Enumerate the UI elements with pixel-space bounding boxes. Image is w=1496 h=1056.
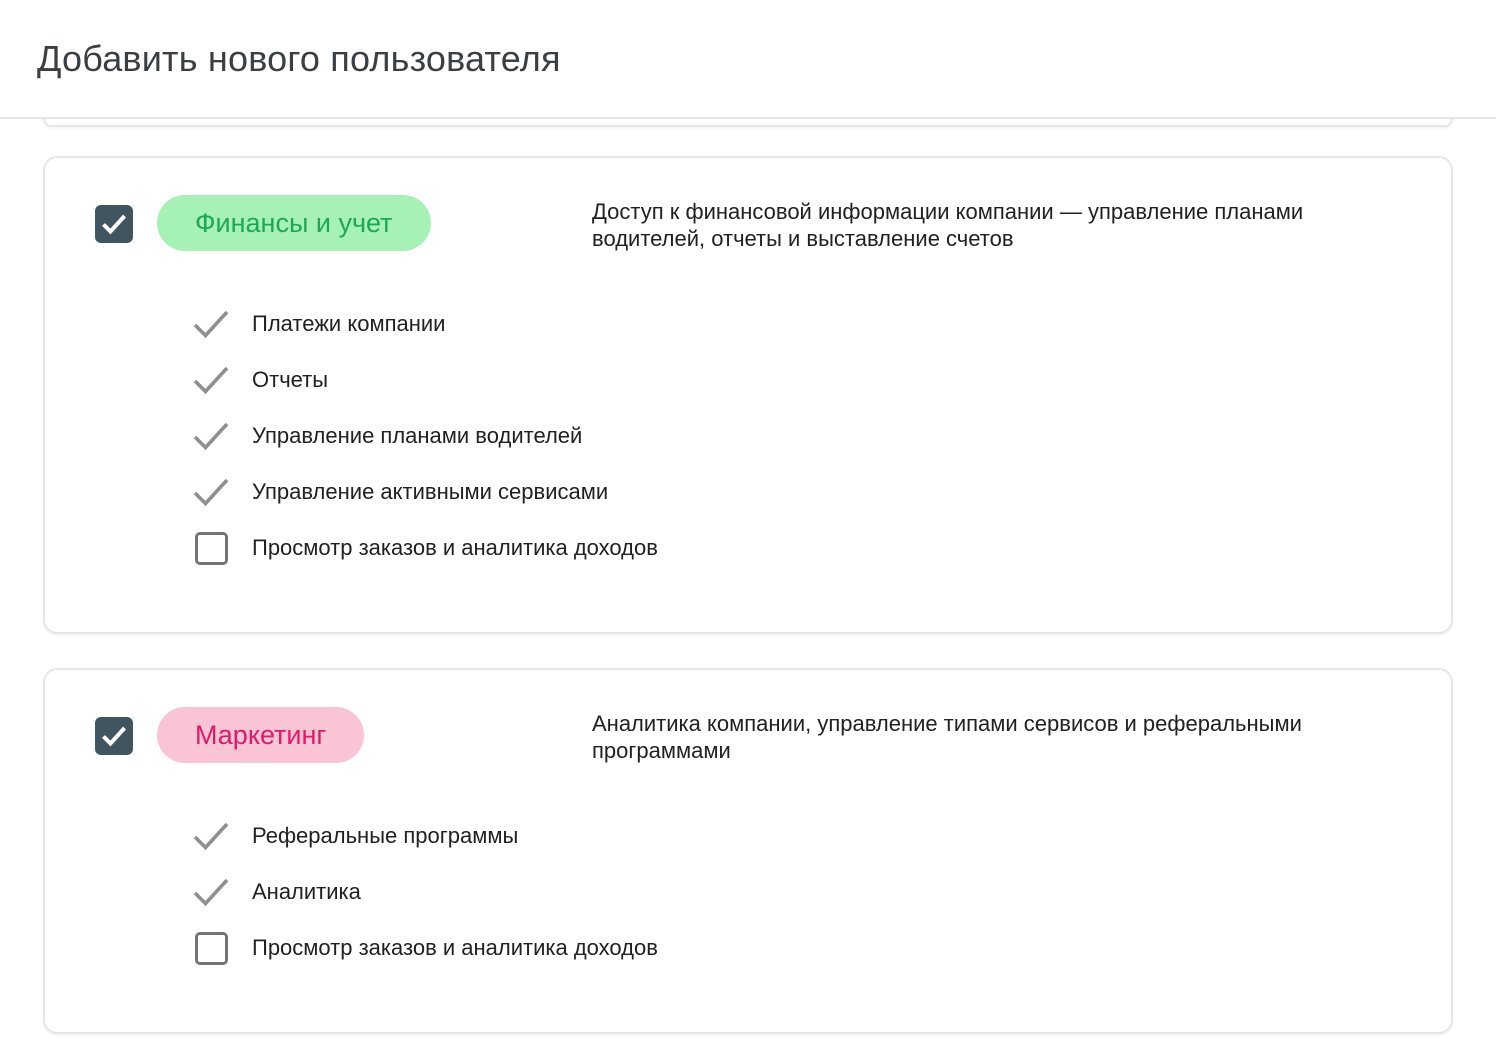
check-icon [192,309,230,340]
check-icon [192,821,230,852]
permission-row [192,864,1421,920]
group-header-left [95,195,592,251]
checkbox-unchecked-icon [192,532,230,565]
group-card-marketing [43,668,1453,1034]
permission-row [192,920,1421,976]
group-description: Аналитика компании, управление типами сервисов и реферальными программами [592,711,1302,763]
permission-list [95,808,1421,976]
check-icon [192,421,230,452]
group-description: Доступ к финансовой информации компании — управление планами водителей, отчеты и выставление счетов [592,199,1304,251]
permission-label: Просмотр заказов и аналитика доходов [252,535,658,560]
check-icon [192,365,230,396]
group-header [95,707,1421,764]
permission-label: Реферальные программы [252,823,519,848]
permission-label: Управление планами водителей [252,423,583,448]
permission-row [192,352,1421,408]
permission-row [192,296,1421,352]
group-checkbox-finance[interactable] [95,205,133,243]
check-icon [192,477,230,508]
group-header [95,195,1421,252]
group-header-left [95,707,592,763]
permission-row [192,464,1421,520]
permissions-content [0,119,1496,1034]
permission-label: Аналитика [252,879,361,904]
checkbox-unchecked-icon [192,932,230,965]
group-card-finance [43,156,1453,634]
permission-checkbox[interactable] [195,532,228,565]
page-header [0,0,1496,119]
permission-label: Платежи компании [252,311,446,336]
group-badge-finance[interactable]: Финансы и учет [157,195,431,251]
permission-list [95,296,1421,576]
permission-row [192,408,1421,464]
checkmark-icon [101,725,127,747]
previous-card-partial [43,119,1453,127]
permission-label: Управление активными сервисами [252,479,609,504]
page-title: Добавить нового пользователя [37,37,561,79]
checkmark-icon [101,213,127,235]
group-checkbox-marketing[interactable] [95,717,133,755]
check-icon [192,877,230,908]
permission-row [192,808,1421,864]
group-badge-marketing[interactable]: Маркетинг [157,707,364,763]
permission-label: Отчеты [252,367,329,392]
permission-checkbox[interactable] [195,932,228,965]
permission-label: Просмотр заказов и аналитика доходов [252,935,658,960]
permission-row [192,520,1421,576]
